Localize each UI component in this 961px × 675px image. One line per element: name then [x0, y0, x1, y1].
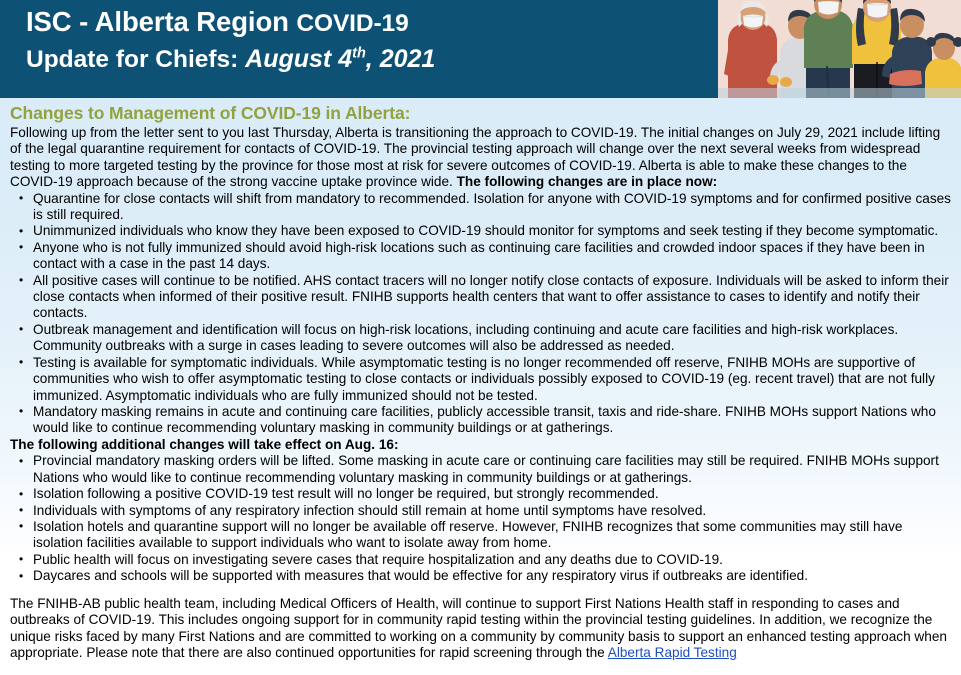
list-item: • Unimmunized individuals who know they have been exposed to COVID-19 should monitor for symptoms and seek testing if they become symptomatic.	[8, 223, 955, 239]
list-item: • Outbreak management and identification will focus on high-risk locations, including continuing and acute care facilities and high-risk workplaces. Community outbreaks with a surge in cases leading to severe outcomes will also be addressed as needed.	[8, 322, 955, 355]
list-item: • Mandatory masking remains in acute and continuing care facilities, publicly accessible transit, taxis and ride-share. FNIHB MOHs support Nations who would like to continue recommending voluntary masking in community buildings or at gatherings.	[8, 404, 955, 437]
page-title-org: ISC - Alberta Region	[26, 6, 289, 37]
page-title-topic: COVID-19	[296, 10, 409, 37]
intro-bold-tail: The following changes are in place now:	[456, 174, 718, 190]
list-item: • All positive cases will continue to be notified. AHS contact tracers will no longer notify close contacts of exposure. Individuals will be asked to inform their close contacts when informed of their positive result. FNIHB supports health centers that want to offer assistance to cases to identify and notify their contacts.	[8, 273, 955, 322]
alberta-rapid-testing-link[interactable]: Alberta Rapid Testing	[607, 645, 737, 661]
list-item: • Isolation hotels and quarantine support will no longer be available off reserve. However, FNIHB recognizes that some communities may still have isolation facilities available to support individuals who want to isolate away from home.	[8, 519, 955, 552]
list-item: • Anyone who is not fully immunized should avoid high-risk locations such as continuing care facilities and crowded indoor spaces if they have been in contact with a case in the past 14 days.	[8, 240, 955, 273]
masked-family-illustration-svg	[718, 0, 961, 98]
date-year: , 2021	[365, 45, 436, 73]
page-subtitle-date	[245, 45, 435, 73]
list-item: • Individuals with symptoms of any respiratory infection should still remain at home until symptoms have resolved.	[8, 503, 955, 519]
bulletin-body	[0, 98, 961, 675]
closing-paragraph	[10, 596, 955, 662]
page-title-line-2	[26, 42, 716, 77]
date-month-day: August 4	[245, 45, 353, 73]
masked-family-illustration	[718, 0, 961, 98]
header-title-block	[26, 3, 716, 77]
page-subtitle-label: Update for Chiefs:	[26, 46, 239, 73]
section-heading: Changes to Management of COVID-19 in Alberta:	[10, 103, 411, 123]
future-changes-list	[8, 453, 955, 584]
intro-paragraph	[10, 125, 955, 191]
list-item: • Testing is available for symptomatic individuals. While asymptomatic testing is no longer recommended off reserve, FNIHB MOHs are supportive of communities who wish to offer asymptomatic testing to close contacts or individuals possibly exposed to COVID-19 (eg. recent travel) that are not fully immunized. Asymptomatic individuals who are fully immunized should not be tested.	[8, 355, 955, 404]
list-item: • Quarantine for close contacts will shift from mandatory to recommended. Isolation for anyone with COVID-19 symptoms and for confirmed positive cases is still required.	[8, 191, 955, 224]
future-changes-heading: The following additional changes will take effect on Aug. 16:	[10, 436, 399, 452]
list-item: • Daycares and schools will be supported with measures that would be effective for any respiratory virus if outbreaks are identified.	[8, 568, 955, 584]
closing-text: The FNIHB-AB public health team, including Medical Officers of Health, will continue to support First Nations Health staff in responding to cases and outbreaks of COVID-19. This includes ongoing support for in community rapid testing within the provincial testing guidelines. In addition, we recognize the unique risks faced by many First Nations and are committed to working on a community by community basis to support an enhanced testing approach when appropriate. Please note that there are also continued opportunities for rapid screening through the	[10, 595, 947, 661]
current-changes-list	[8, 191, 955, 437]
page-header	[0, 0, 961, 98]
date-ordinal-suffix: th	[352, 45, 366, 62]
list-item: • Isolation following a positive COVID-19 test result will no longer be required, but strongly recommended.	[8, 486, 955, 502]
intro-text: Following up from the letter sent to you last Thursday, Alberta is transitioning the approach to COVID-19. The initial changes on July 29, 2021 include lifting of the legal quarantine requirement for contacts of COVID-19. The provincial testing approach will change over the next several weeks from widespread testing to more targeted testing by the province for those most at risk for severe outcomes of COVID-19. Alberta is able to make these changes to the COVID-19 approach because of the strong vaccine uptake province wide.	[10, 125, 941, 190]
page-title-line-1	[26, 3, 716, 42]
list-item: • Public health will focus on investigating severe cases that require hospitalization and any deaths due to COVID-19.	[8, 552, 955, 568]
list-item: • Provincial mandatory masking orders will be lifted. Some masking in acute care or continuing care facilities may still be required. FNIHB MOHs support Nations who would like to continue recommending voluntary masking in community buildings or at gatherings.	[8, 453, 955, 486]
